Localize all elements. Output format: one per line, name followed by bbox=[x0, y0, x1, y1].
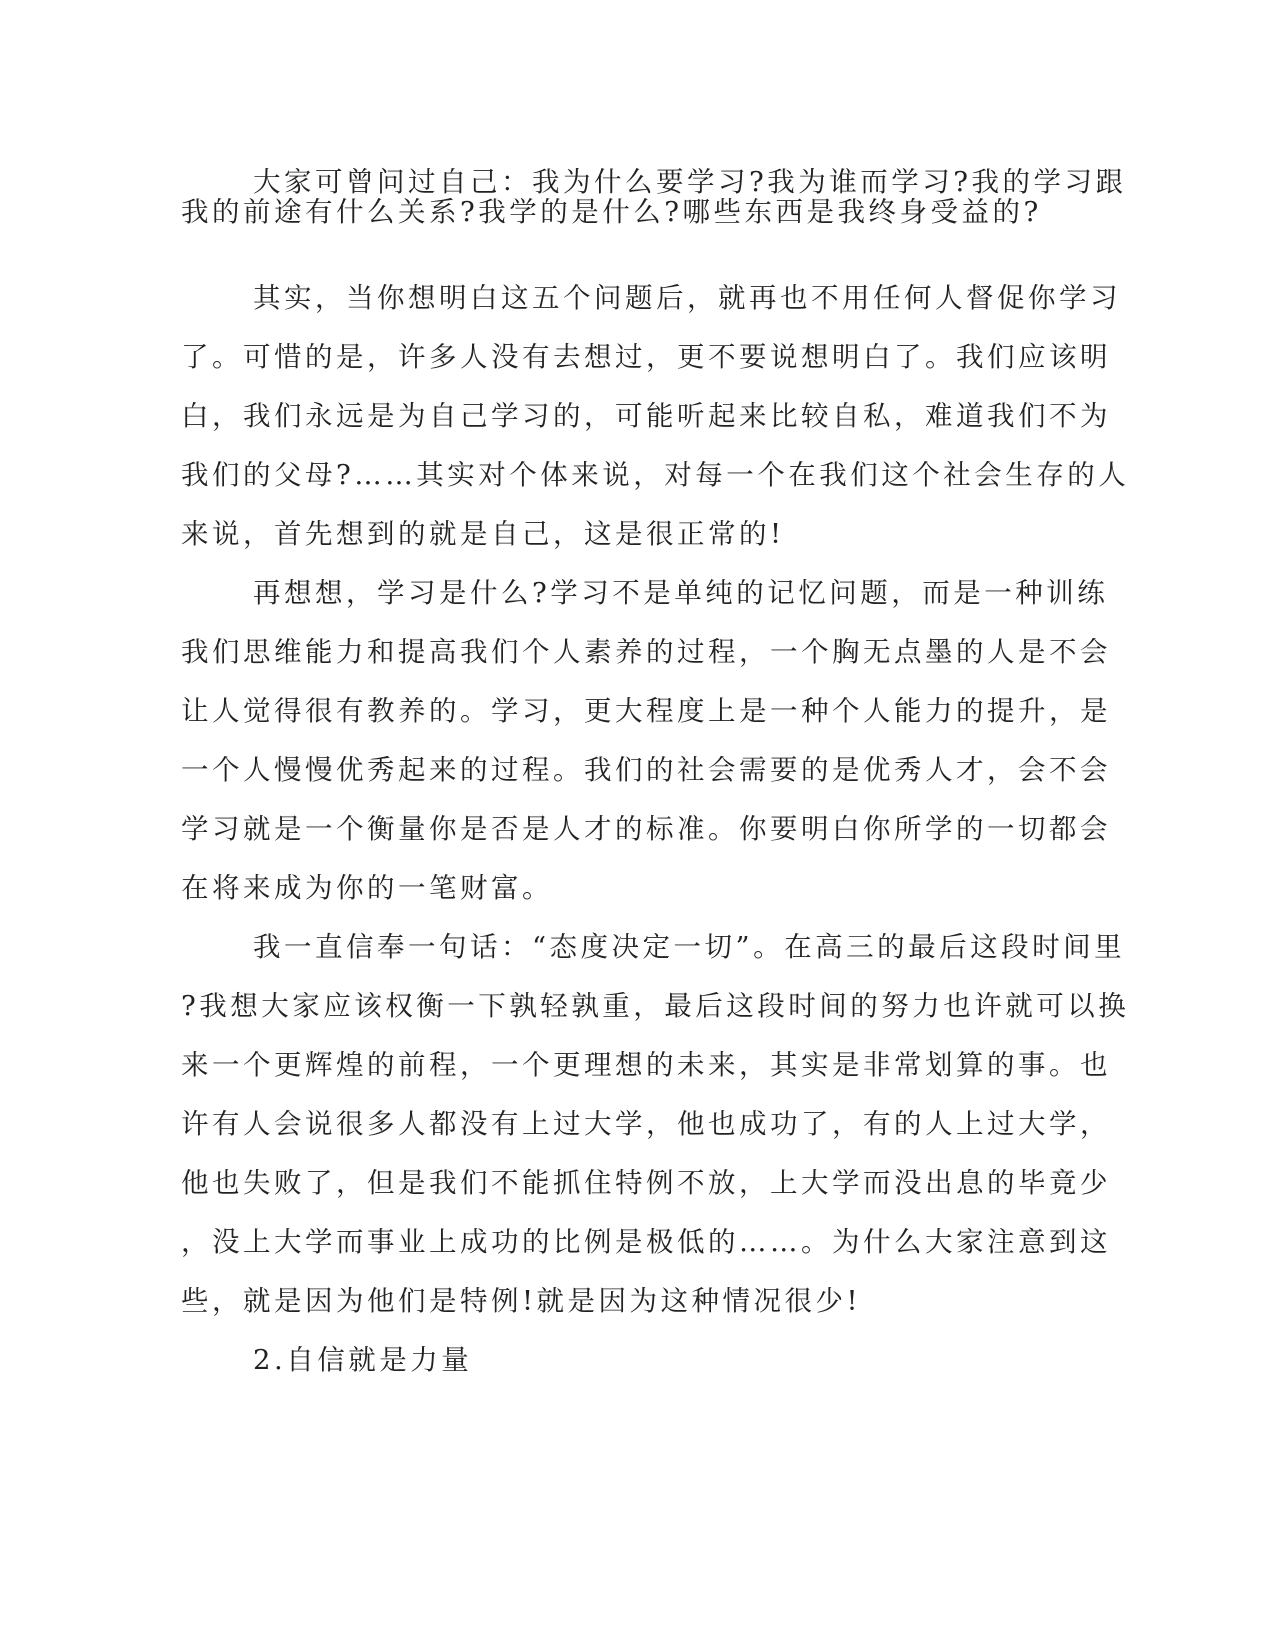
paragraph-4-line-7: 些，就是因为他们是特例!就是因为这种情况很少! bbox=[181, 1285, 862, 1317]
paragraph-3-line-2: 我们思维能力和提高我们个人素养的过程，一个胸无点墨的人是不会 bbox=[181, 636, 1111, 668]
paragraph-4-line-1: 我一直信奉一句话：“态度决定一切”。在高三的最后这段时间里 bbox=[253, 931, 1126, 963]
paragraph-4-line-2: ?我想大家应该权衡一下孰轻孰重，最后这段时间的努力也许就可以换 bbox=[181, 990, 1130, 1022]
paragraph-3-line-1: 再想想，学习是什么?学习不是单纯的记忆问题，而是一种训练 bbox=[253, 577, 1109, 609]
paragraph-2-line-4: 我们的父母?……其实对个体来说，对每一个在我们这个社会生存的人 bbox=[181, 459, 1130, 491]
paragraph-4-line-5: 他也失败了，但是我们不能抓住特例不放，上大学而没出息的毕竟少 bbox=[181, 1167, 1111, 1199]
paragraph-3-line-4: 一个人慢慢优秀起来的过程。我们的社会需要的是优秀人才，会不会 bbox=[181, 754, 1111, 786]
paragraph-3-line-3: 让人觉得很有教养的。学习，更大程度上是一种个人能力的提升，是 bbox=[181, 695, 1111, 727]
paragraph-4-line-3: 来一个更辉煌的前程，一个更理想的未来，其实是非常划算的事。也 bbox=[181, 1049, 1111, 1081]
paragraph-2-line-5: 来说，首先想到的就是自己，这是很正常的! bbox=[181, 518, 785, 550]
paragraph-2-line-2: 了。可惜的是，许多人没有去想过，更不要说想明白了。我们应该明 bbox=[181, 341, 1111, 373]
paragraph-2-line-1: 其实，当你想明白这五个问题后，就再也不用任何人督促你学习 bbox=[253, 282, 1121, 314]
section-heading: 2.自信就是力量 bbox=[253, 1344, 473, 1376]
paragraph-3-line-6: 在将来成为你的一笔财富。 bbox=[181, 872, 553, 904]
paragraph-1-line-1: 大家可曾问过自己：我为什么要学习?我为谁而学习?我的学习跟 bbox=[253, 166, 1127, 198]
paragraph-4-line-4: 许有人会说很多人都没有上过大学，他也成功了，有的人上过大学， bbox=[181, 1108, 1111, 1140]
paragraph-3-line-5: 学习就是一个衡量你是否是人才的标准。你要明白你所学的一切都会 bbox=[181, 813, 1111, 845]
paragraph-4-line-6: ，没上大学而事业上成功的比例是极低的……。为什么大家注意到这 bbox=[181, 1226, 1111, 1258]
paragraph-2-line-3: 白，我们永远是为自己学习的，可能听起来比较自私，难道我们不为 bbox=[181, 400, 1111, 432]
paragraph-1-line-2: 我的前途有什么关系?我学的是什么?哪些东西是我终身受益的? bbox=[181, 196, 1042, 228]
